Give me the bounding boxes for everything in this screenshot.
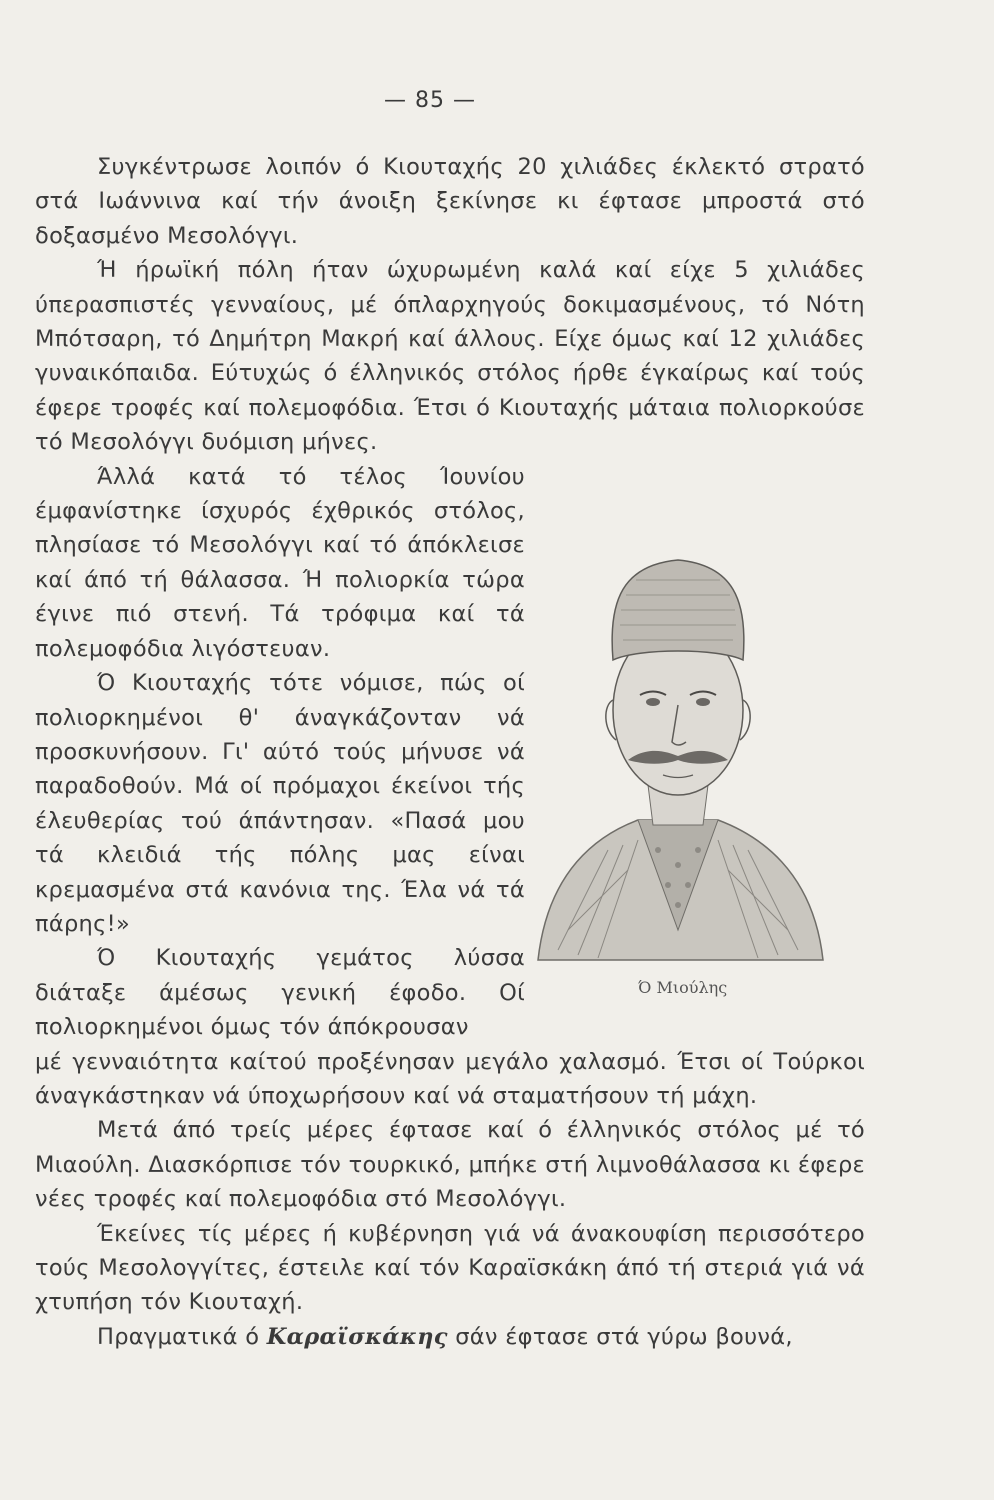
page-number: — 85 —	[384, 88, 476, 113]
paragraph: Μετά άπό τρείς μέρες έφτασε καί ό έλληνικός στόλος μέ τό Μιαούλη. Διασκόρπισε τόν τουρκικό, μπήκε στή λιμνοθάλασσα κι έφερε νέες τροφές καί πολεμοφόδια στό Μεσολόγγι.	[35, 1117, 865, 1213]
portrait-engraving-icon	[528, 530, 828, 970]
paragraph: Ό Κιουταχής γεμάτος λύσσα διάταξε άμέσως γενική έφοδο. Οί πολιορκημένοι όμως τόν άπόκρουσαν	[35, 945, 525, 1041]
text-span: Πραγματικά ό	[97, 1323, 267, 1350]
text-beside-portrait	[35, 460, 525, 1045]
paragraph: Συγκέντρωσε λοιπόν ό Κιουταχής 20 χιλιάδες έκλεκτό στρατό στά Ιωάννινα καί τήν άνοιξη ξεκίνησε κι έφτασε μπροστά στό δοξασμένο Μεσολόγγι.	[35, 154, 865, 249]
portrait-caption: Ό Μιούλης	[638, 978, 728, 997]
paragraph: Έκείνες τίς μέρες ή κυβέρνηση γιά νά άνακουφίση περισσότερο τούς Μεσολογγίτες, έστειλε καί τόν Καραϊσκάκη άπό τή στεριά γιά νά χτυπήση τόν Κιουταχή.	[35, 1220, 865, 1316]
paragraph-continuation: μέ γενναιότητα καίτού προξένησαν μεγάλο χαλασμό. Έτσι οί Τούρκοι άναγκάστηκαν νά ύποχωρήσουν καί νά σταματήσουν τή μάχη.	[35, 1048, 865, 1109]
paragraph: Ή ήρωϊκή πόλη ήταν ώχυρωμένη καλά καί είχε 5 χιλιάδες ύπερασπιστές γενναίους, μέ όπλαρχηγούς δοκιμασμένους, τό Νότη Μπότσαρη, τό Δημήτρη Μακρή καί άλλους. Είχε όμως καί 12 χιλιάδες γυναικόπαιδα. Εύτυχώς ό έλληνικός στόλος ήρθε έγκαίρως καί τούς έφερε τροφές καί πολεμοφόδια. Έτσι ό Κιουταχής μάταια πολιορκούσε τό Μεσολόγγι δυόμιση μήνες.	[35, 257, 865, 456]
portrait-figure	[528, 530, 828, 1010]
emphasized-name: Καραϊσκάκης	[266, 1323, 448, 1350]
paragraph: Ό Κιουταχής τότε νόμισε, πώς οί πολιορκημένοι θ' άναγκάζονταν νά προσκυνήσουν. Γι' αύτό τούς μήνυσε νά παραδοθούν. Μά οί πρόμαχοι έκείνοι τής έλευθερίας τού άπάντησαν. «Πασά μου τά κλειδιά τής πόλης μας είναι κρεμασμένα στά κανόνια της. Έλα νά τά πάρης!»	[35, 670, 525, 937]
text-span: σάν έφτασε στά γύρω βουνά,	[447, 1323, 793, 1350]
paragraph: Άλλά κατά τό τέλος Ίουνίου έμφανίστηκε ίσχυρός έχθρικός στόλος, πλησίασε τό Μεσολόγγι καί τό άπόκλεισε καί άπό τή θάλασσα. Ή πολιορκία τώρα έγινε πιό στενή. Τά τρόφιμα καί τά πολεμοφόδια λιγόστευαν.	[35, 463, 525, 662]
paragraph-last-line	[35, 1320, 865, 1354]
